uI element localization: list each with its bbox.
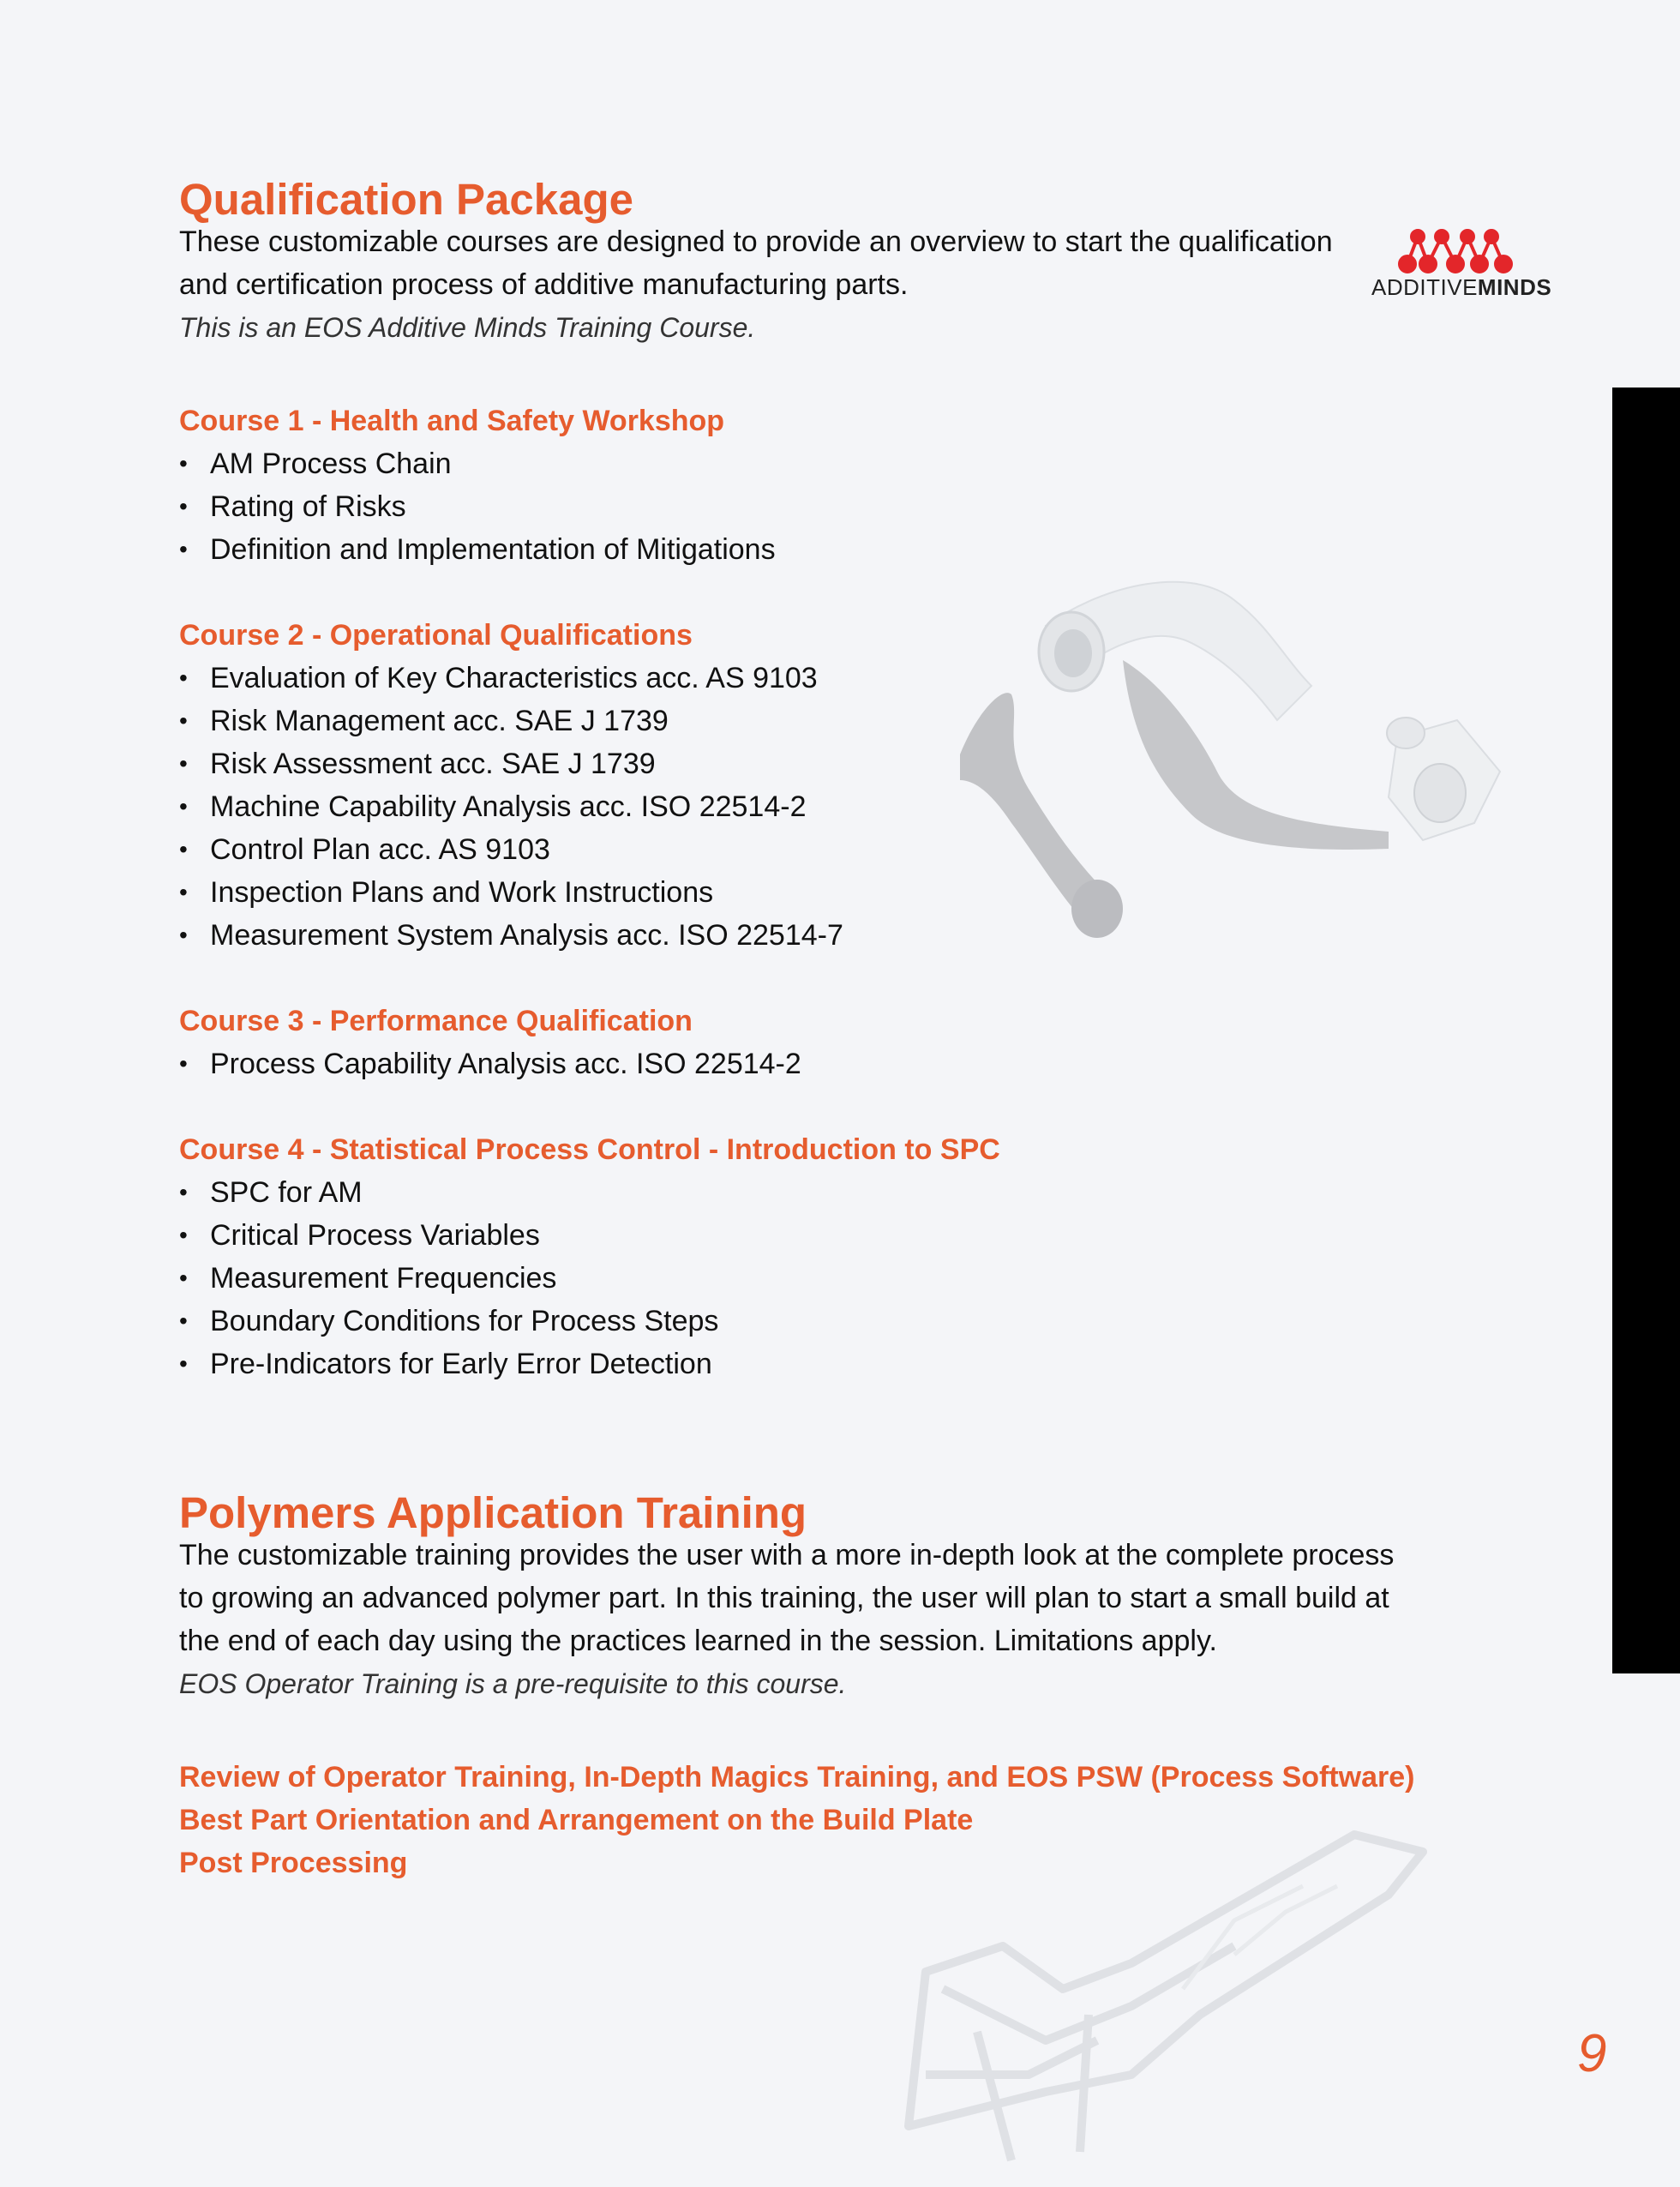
qualification-note: This is an EOS Additive Minds Training Course.: [179, 312, 756, 343]
polymers-line-1: The customizable training provides the user with a more in-depth look at the complete process: [179, 1539, 1395, 1571]
course-items: [179, 442, 776, 571]
list-item: • Risk Management acc. SAE J 1739: [179, 700, 843, 742]
list-item: • Control Plan acc. AS 9103: [179, 828, 843, 871]
qualification-section: [179, 174, 1396, 349]
page-number: 9: [1577, 2024, 1607, 2083]
polymers-note: EOS Operator Training is a pre-requisite to this course.: [179, 1668, 847, 1699]
list-item: • Critical Process Variables: [179, 1214, 1000, 1257]
list-item: • Pre-Indicators for Early Error Detection: [179, 1343, 1000, 1385]
list-item: • AM Process Chain: [179, 442, 776, 485]
topic-review: Review of Operator Training, In-Depth Magics Training, and EOS PSW (Process Software): [179, 1761, 1415, 1793]
topic-orientation: Best Part Orientation and Arrangement on the Build Plate: [179, 1804, 974, 1836]
list-item: • Process Capability Analysis acc. ISO 22514-2: [179, 1042, 801, 1085]
logo-wordmark: [1371, 274, 1552, 301]
polymers-section: [179, 1487, 1516, 1705]
course-items: [179, 657, 843, 957]
qualification-title: Qualification Package: [179, 175, 634, 224]
polymers-line-2: to growing an advanced polymer part. In this training, the user will plan to start a small build at: [179, 1582, 1389, 1614]
course-4: [179, 1128, 1000, 1385]
qualification-intro-line-1: These customizable courses are designed to provide an overview to start the qualification: [179, 225, 1333, 258]
course-items: [179, 1042, 801, 1085]
course-title: Course 1 - Health and Safety Workshop: [179, 405, 725, 437]
course-2: [179, 614, 843, 957]
qualification-intro-line-2: and certification process of additive manufacturing parts.: [179, 268, 909, 301]
logo-text-bold: MINDS: [1477, 274, 1552, 300]
list-item: • Rating of Risks: [179, 485, 776, 528]
topic-post-processing: Post Processing: [179, 1847, 408, 1879]
side-bar-decoration: [1612, 388, 1680, 1673]
list-item: • Machine Capability Analysis acc. ISO 22514-2: [179, 785, 843, 828]
list-item: • Evaluation of Key Characteristics acc. AS 9103: [179, 657, 843, 700]
logo-text-regular: ADDITIVE: [1371, 274, 1478, 300]
course-1: [179, 400, 776, 571]
course-title: Course 2 - Operational Qualifications: [179, 619, 693, 652]
list-item: • Risk Assessment acc. SAE J 1739: [179, 742, 843, 785]
list-item: • Measurement Frequencies: [179, 1257, 1000, 1300]
list-item: • Measurement System Analysis acc. ISO 22514-7: [179, 914, 843, 957]
polymers-topics: [179, 1756, 1516, 1884]
printed-parts-image: [909, 566, 1543, 960]
list-item: • Definition and Implementation of Mitigations: [179, 528, 776, 571]
course-title: Course 4 - Statistical Process Control - Introduction to SPC: [179, 1133, 1000, 1166]
list-item: • Boundary Conditions for Process Steps: [179, 1300, 1000, 1343]
course-title: Course 3 - Performance Qualification: [179, 1005, 693, 1037]
list-item: • SPC for AM: [179, 1171, 1000, 1214]
additive-minds-logo: [1371, 225, 1552, 302]
course-3: [179, 1000, 801, 1085]
list-item: • Inspection Plans and Work Instructions: [179, 871, 843, 914]
additive-minds-logo-icon: [1371, 225, 1543, 276]
polymers-title: Polymers Application Training: [179, 1488, 807, 1537]
polymers-line-3: the end of each day using the practices learned in the session. Limitations apply.: [179, 1625, 1217, 1657]
course-items: [179, 1171, 1000, 1385]
